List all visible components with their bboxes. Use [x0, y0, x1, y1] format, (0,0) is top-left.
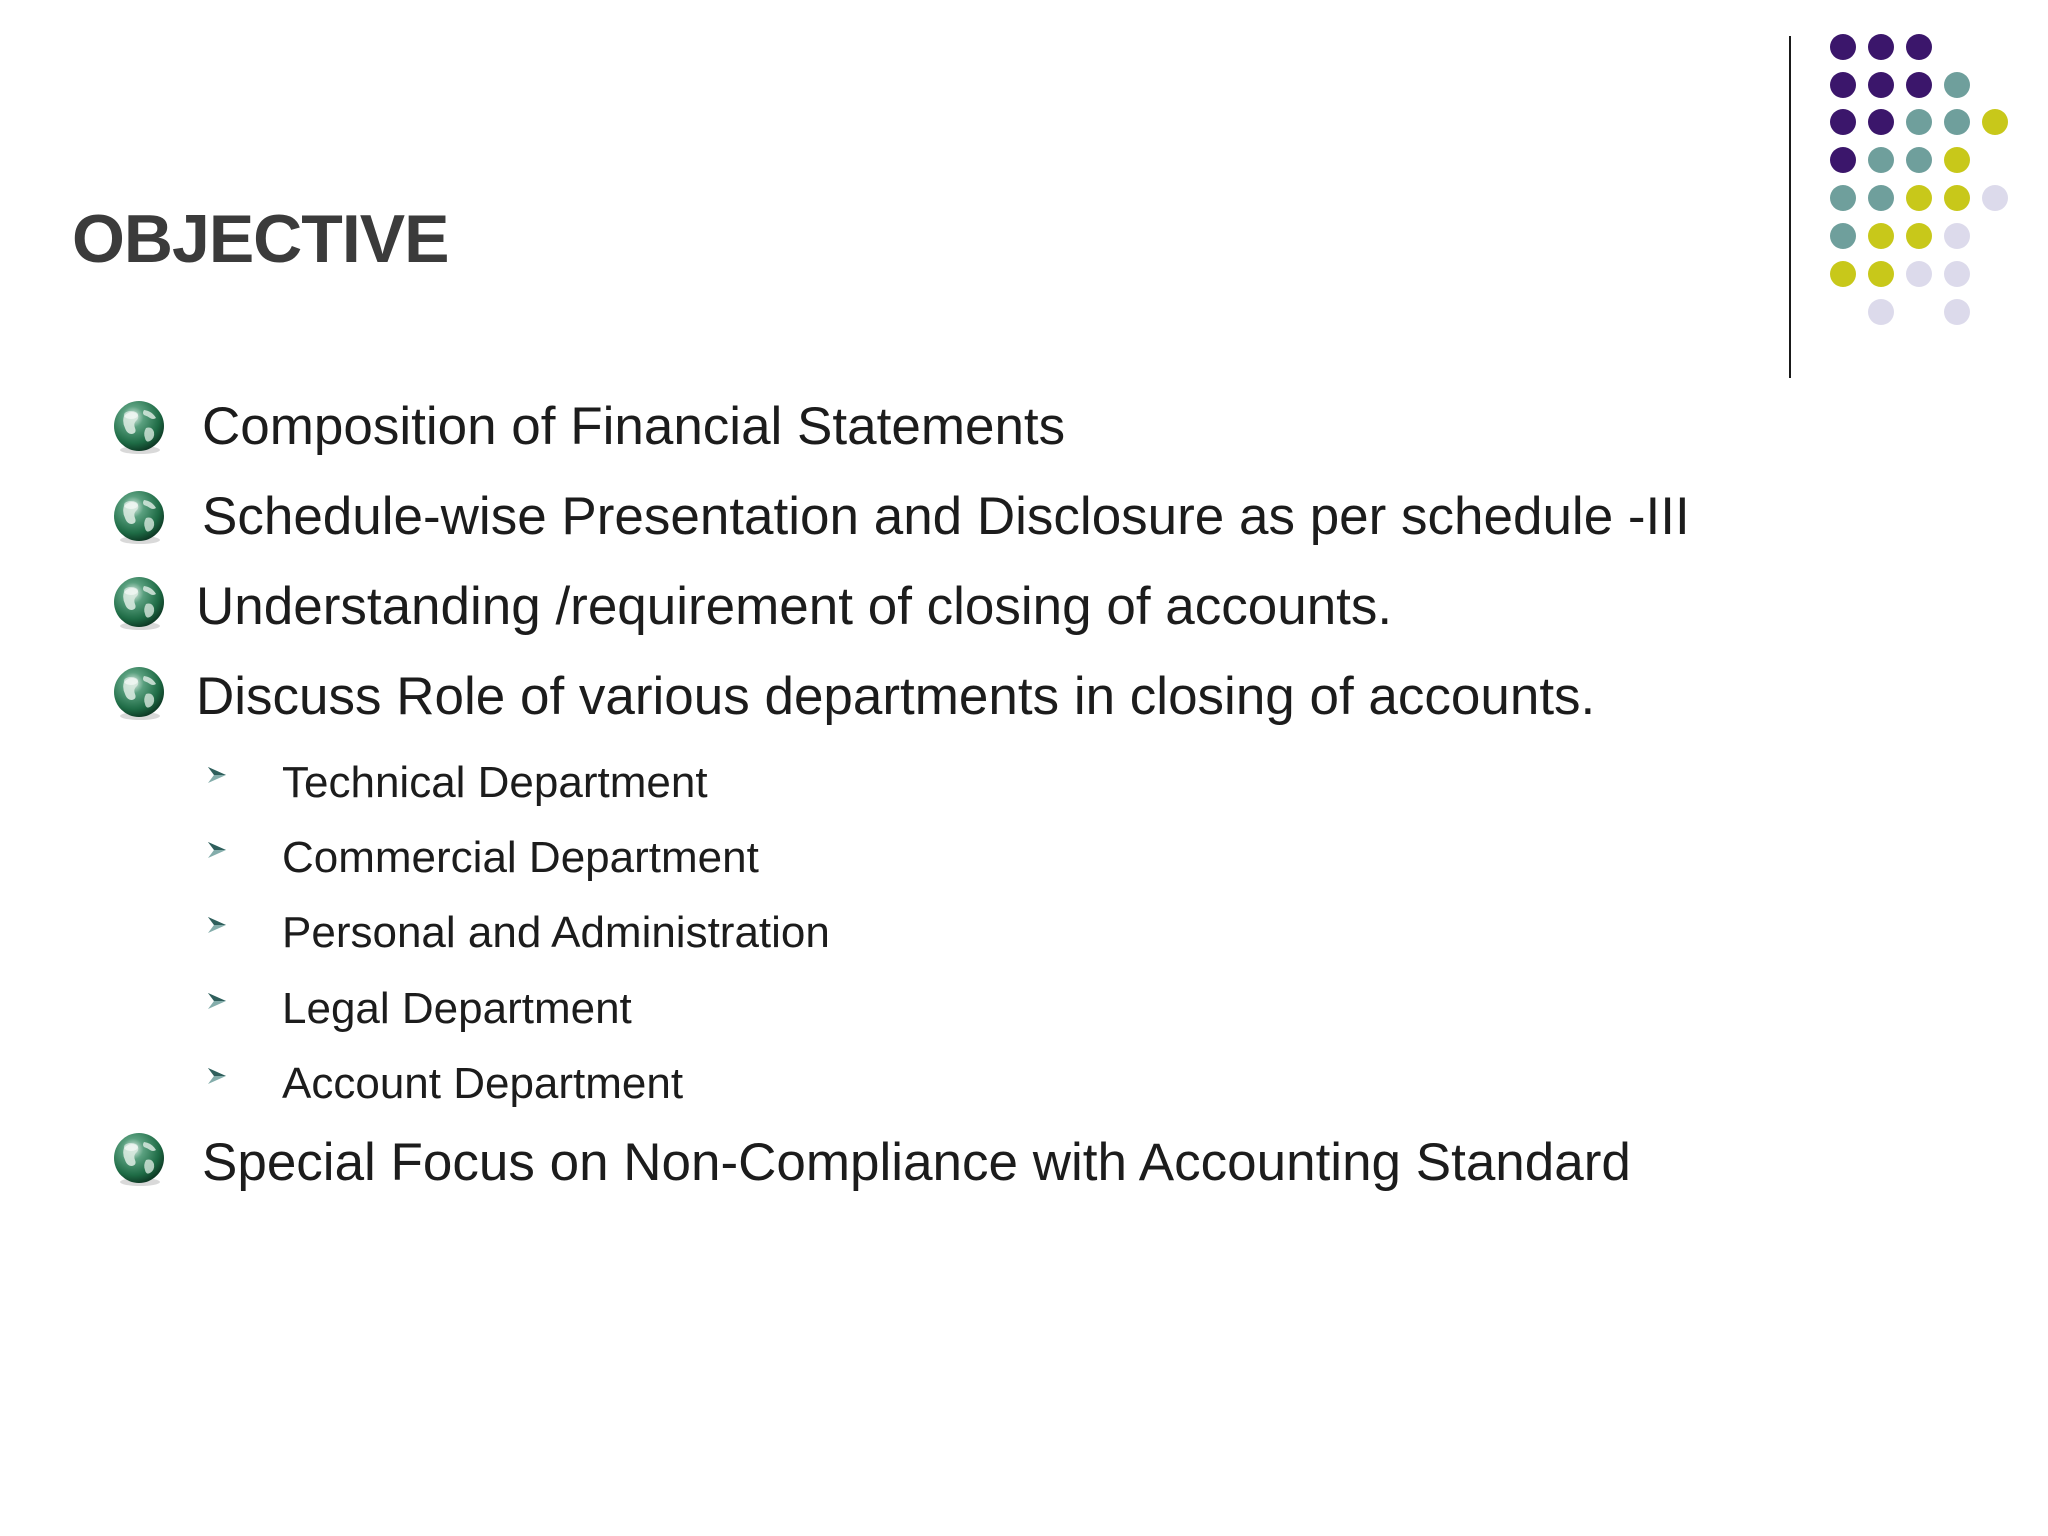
arrow-icon	[206, 1065, 228, 1087]
bullet-text: Discuss Role of various departments in closing of accounts.	[196, 667, 1596, 726]
globe-icon	[110, 488, 168, 546]
globe-icon	[110, 1130, 168, 1188]
arrow-icon	[206, 914, 228, 936]
bullet-text: Understanding /requirement of closing of accounts.	[196, 577, 1393, 636]
bullet-text: Schedule-wise Presentation and Disclosure as per schedule -III	[202, 487, 1690, 546]
arrow-icon	[206, 764, 228, 786]
sub-bullet-text: Account Department	[282, 1059, 684, 1108]
globe-icon	[110, 398, 168, 456]
arrow-icon	[206, 990, 228, 1012]
bullet-text: Composition of Financial Statements	[202, 397, 1066, 456]
globe-icon	[110, 574, 168, 632]
sub-bullet-text: Commercial Department	[282, 833, 759, 882]
sub-bullet-text: Technical Department	[282, 758, 708, 807]
slide-title: OBJECTIVE	[72, 201, 449, 277]
arrow-icon	[206, 839, 228, 861]
bullet-text: Special Focus on Non-Compliance with Accounting Standard	[202, 1133, 1631, 1192]
sub-bullet-text: Legal Department	[282, 984, 632, 1033]
sub-bullet-text: Personal and Administration	[282, 908, 830, 957]
globe-icon	[110, 664, 168, 722]
